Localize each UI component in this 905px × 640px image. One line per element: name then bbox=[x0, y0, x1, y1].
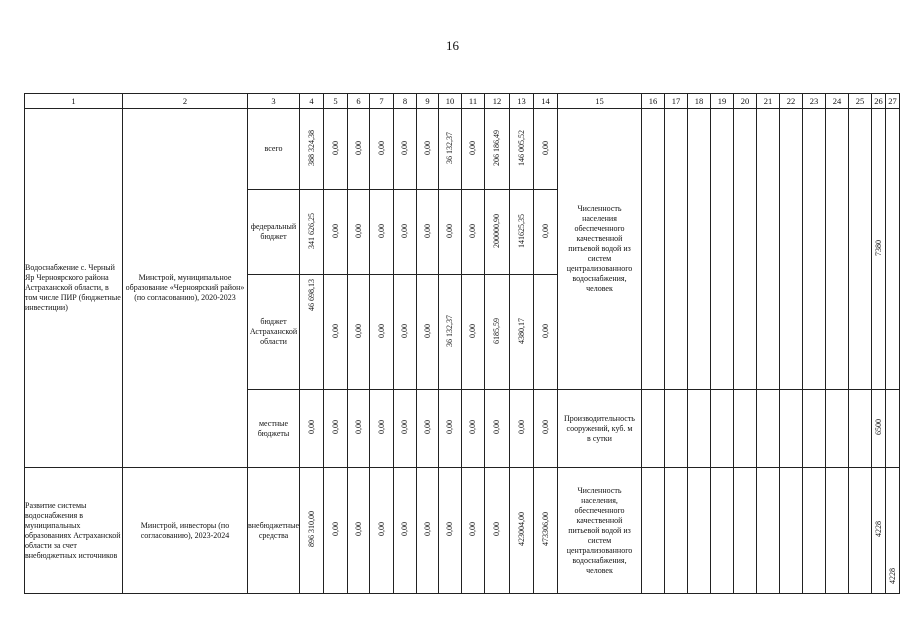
amount-cell: 0,00 bbox=[394, 109, 417, 190]
column-number: 11 bbox=[462, 94, 485, 109]
amount-cell: 0,00 bbox=[462, 468, 485, 594]
empty-cell bbox=[711, 390, 734, 468]
amount-cell: 0,00 bbox=[534, 109, 558, 190]
empty-cell bbox=[688, 109, 711, 390]
amount-cell: 0,00 bbox=[348, 275, 370, 390]
amount-cell: 0,00 bbox=[394, 275, 417, 390]
amount-cell: 0,00 bbox=[462, 390, 485, 468]
empty-cell bbox=[757, 468, 780, 594]
amount-cell: 0,00 bbox=[300, 390, 324, 468]
amount-cell: 341 626,25 bbox=[300, 190, 324, 275]
amount-cell: 896 310,00 bbox=[300, 468, 324, 594]
indicator-value: 6500 bbox=[872, 390, 886, 468]
column-number: 8 bbox=[394, 94, 417, 109]
amount-cell: 0,00 bbox=[417, 275, 439, 390]
page-number: 16 bbox=[446, 38, 459, 53]
empty-cell bbox=[757, 109, 780, 390]
amount-cell: 0,00 bbox=[370, 190, 394, 275]
column-number: 25 bbox=[849, 94, 872, 109]
amount-cell: 0,00 bbox=[439, 190, 462, 275]
amount-cell: 0,00 bbox=[348, 109, 370, 190]
amount-cell: 6185,59 bbox=[485, 275, 510, 390]
column-number-row bbox=[25, 94, 900, 109]
measure-name: Водоснабжение с. Черный Яр Черноярского района Астраханской области, в том числе ПИР (бюджетные инвестиции) bbox=[25, 109, 123, 468]
empty-cell bbox=[665, 109, 688, 390]
column-number: 18 bbox=[688, 94, 711, 109]
empty-cell bbox=[826, 109, 849, 390]
amount-cell: 473306,00 bbox=[534, 468, 558, 594]
amount-cell: 0,00 bbox=[394, 390, 417, 468]
funding-source: местные бюджеты bbox=[248, 390, 300, 468]
indicator-cell: Производительность сооружений, куб. м в сутки bbox=[558, 390, 642, 468]
empty-cell bbox=[803, 109, 826, 390]
amount-cell: 0,00 bbox=[439, 468, 462, 594]
empty-cell bbox=[665, 468, 688, 594]
column-number: 13 bbox=[510, 94, 534, 109]
amount-cell: 0,00 bbox=[485, 390, 510, 468]
amount-cell: 0,00 bbox=[417, 190, 439, 275]
empty-cell bbox=[757, 390, 780, 468]
indicator-cell: Численность населения, обеспеченного качественной питьевой водой из систем централизованного водоснабжения, человек bbox=[558, 468, 642, 594]
empty-cell bbox=[734, 390, 757, 468]
amount-cell: 0,00 bbox=[485, 468, 510, 594]
column-number: 16 bbox=[642, 94, 665, 109]
column-number: 14 bbox=[534, 94, 558, 109]
column-number: 7 bbox=[370, 94, 394, 109]
empty-cell bbox=[803, 390, 826, 468]
empty-cell bbox=[886, 390, 900, 468]
empty-cell bbox=[780, 390, 803, 468]
column-number: 26 bbox=[872, 94, 886, 109]
amount-cell: 146 005,52 bbox=[510, 109, 534, 190]
empty-cell bbox=[826, 390, 849, 468]
funding-source: всего bbox=[248, 109, 300, 190]
amount-cell: 0,00 bbox=[534, 275, 558, 390]
executor-cell: Минстрой, муниципальное образование «Черноярский район» (по согласованию), 2020-2023 bbox=[123, 109, 248, 468]
amount-cell: 0,00 bbox=[417, 109, 439, 190]
empty-cell bbox=[849, 109, 872, 390]
executor-cell: Минстрой, инвесторы (по согласованию), 2023-2024 bbox=[123, 468, 248, 594]
column-number: 23 bbox=[803, 94, 826, 109]
column-number: 27 bbox=[886, 94, 900, 109]
column-number: 17 bbox=[665, 94, 688, 109]
empty-cell bbox=[780, 468, 803, 594]
column-number: 5 bbox=[324, 94, 348, 109]
column-number: 15 bbox=[558, 94, 642, 109]
amount-cell: 200000,90 bbox=[485, 190, 510, 275]
program-table bbox=[24, 93, 900, 594]
amount-cell: 0,00 bbox=[534, 190, 558, 275]
amount-cell: 0,00 bbox=[324, 390, 348, 468]
amount-cell: 0,00 bbox=[348, 390, 370, 468]
funding-source: федеральный бюджет bbox=[248, 190, 300, 275]
amount-cell: 0,00 bbox=[370, 275, 394, 390]
amount-cell: 0,00 bbox=[394, 468, 417, 594]
amount-cell: 0,00 bbox=[462, 190, 485, 275]
amount-cell: 0,00 bbox=[462, 109, 485, 190]
amount-cell: 36 132,37 bbox=[439, 275, 462, 390]
column-number: 20 bbox=[734, 94, 757, 109]
empty-cell bbox=[711, 109, 734, 390]
table-row bbox=[25, 109, 900, 190]
amount-cell: 0,00 bbox=[324, 468, 348, 594]
empty-cell bbox=[711, 468, 734, 594]
amount-cell: 423004,00 bbox=[510, 468, 534, 594]
amount-cell: 388 324,38 bbox=[300, 109, 324, 190]
empty-cell bbox=[665, 390, 688, 468]
amount-cell: 0,00 bbox=[439, 390, 462, 468]
amount-cell: 0,00 bbox=[462, 275, 485, 390]
column-number: 9 bbox=[417, 94, 439, 109]
amount-cell: 0,00 bbox=[417, 468, 439, 594]
empty-cell bbox=[849, 468, 872, 594]
column-number: 12 bbox=[485, 94, 510, 109]
amount-cell: 0,00 bbox=[348, 190, 370, 275]
column-number: 24 bbox=[826, 94, 849, 109]
column-number: 3 bbox=[248, 94, 300, 109]
amount-cell: 4380,17 bbox=[510, 275, 534, 390]
empty-cell bbox=[688, 468, 711, 594]
empty-cell bbox=[734, 109, 757, 390]
column-number: 2 bbox=[123, 94, 248, 109]
empty-cell bbox=[642, 468, 665, 594]
empty-cell bbox=[780, 109, 803, 390]
amount-cell: 0,00 bbox=[417, 390, 439, 468]
amount-cell: 0,00 bbox=[394, 190, 417, 275]
empty-cell bbox=[886, 109, 900, 390]
empty-cell bbox=[642, 390, 665, 468]
empty-cell bbox=[734, 468, 757, 594]
amount-cell: 0,00 bbox=[370, 109, 394, 190]
amount-cell: 0,00 bbox=[324, 275, 348, 390]
funding-source: внебюджетные средства bbox=[248, 468, 300, 594]
column-number: 1 bbox=[25, 94, 123, 109]
amount-cell: 0,00 bbox=[534, 390, 558, 468]
amount-cell: 0,00 bbox=[370, 390, 394, 468]
amount-cell: 206 186,49 bbox=[485, 109, 510, 190]
column-number: 21 bbox=[757, 94, 780, 109]
measure-name: Развитие системы водоснабжения в муниципальных образованиях Астраханской области за счет внебюджетных источников bbox=[25, 468, 123, 594]
table-row bbox=[25, 468, 900, 594]
indicator-value: 7380 bbox=[872, 109, 886, 390]
amount-cell: 141625,35 bbox=[510, 190, 534, 275]
amount-cell: 46 698,13 bbox=[300, 275, 324, 390]
column-number: 19 bbox=[711, 94, 734, 109]
amount-cell: 36 132,37 bbox=[439, 109, 462, 190]
column-number: 6 bbox=[348, 94, 370, 109]
amount-cell: 0,00 bbox=[324, 109, 348, 190]
empty-cell bbox=[826, 468, 849, 594]
indicator-cell: Численность населения обеспеченного качественной питьевой водой из систем централизованного водоснабжения, человек bbox=[558, 109, 642, 390]
column-number: 4 bbox=[300, 94, 324, 109]
amount-cell: 0,00 bbox=[370, 468, 394, 594]
amount-cell: 0,00 bbox=[348, 468, 370, 594]
empty-cell bbox=[642, 109, 665, 390]
indicator-value: 4228 bbox=[872, 468, 886, 594]
indicator-value: 4228 bbox=[886, 468, 900, 594]
empty-cell bbox=[803, 468, 826, 594]
amount-cell: 0,00 bbox=[324, 190, 348, 275]
column-number: 22 bbox=[780, 94, 803, 109]
empty-cell bbox=[688, 390, 711, 468]
amount-cell: 0,00 bbox=[510, 390, 534, 468]
column-number: 10 bbox=[439, 94, 462, 109]
funding-source: бюджет Астраханской области bbox=[248, 275, 300, 390]
empty-cell bbox=[849, 390, 872, 468]
